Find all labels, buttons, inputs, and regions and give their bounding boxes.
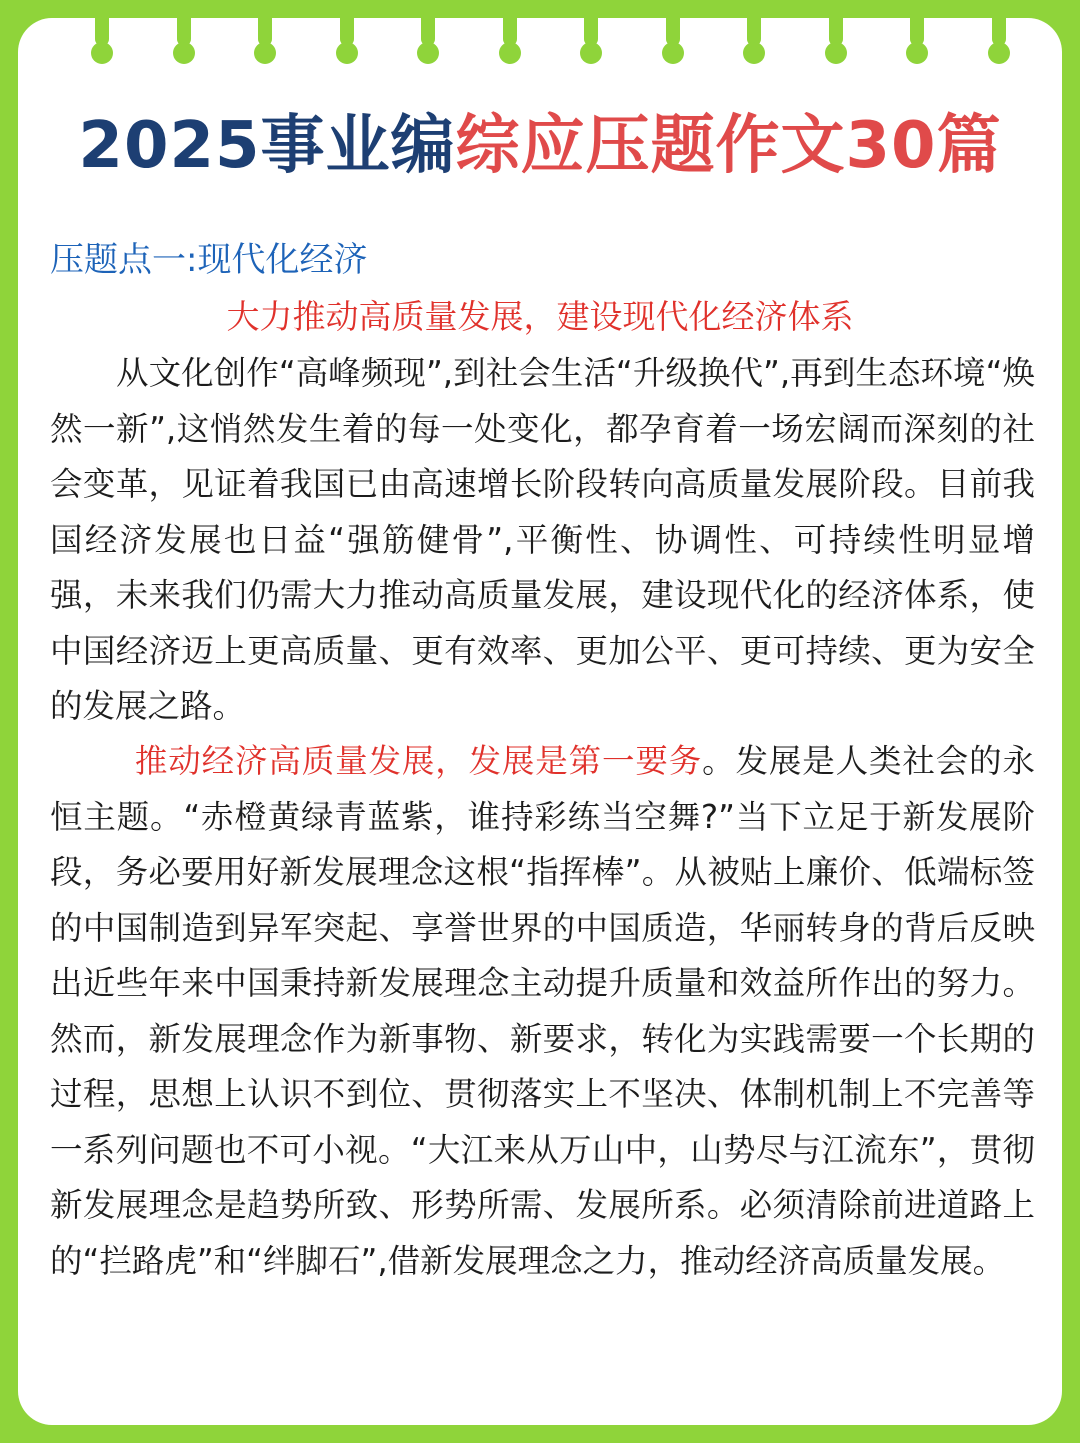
title-part-2: 综应压题作文30篇 bbox=[455, 109, 1002, 183]
binder-ring-hole bbox=[499, 42, 521, 64]
binder-ring-hole bbox=[743, 42, 765, 64]
binder-ring-hole bbox=[825, 42, 847, 64]
subheading: 大力推动高质量发展，建设现代化经济体系 bbox=[226, 297, 854, 336]
paragraph-2-text: 。发展是人类社会的永恒主题。“赤橙黄绿青蓝紫，谁持彩练当空舞?”当下立足于新发展阶段，务必要用好新发展理念这根“指挥棒”。从被贴上廉价、低端标签的中国制造到异军突起、享誉世界的中国质造，华丽转身的背后反映出近些年来中国秉持新发展理念主动提升质量和效益所作出的努力。然而，新发展理念作为新事物、新要求，转化为实践需要一个长期的过程，思想上认识不到位、贯彻落实上不坚决、体制机制上不完善等一系列问题也不可小视。“大江来从万山中，山势尽与江流东”，贯彻新发展理念是趋势所致、形势所需、发展所系。必须清除前进道路上的“拦路虎”和“绊脚石”,借新发展理念之力，推动经济高质量发展。 bbox=[50, 742, 1035, 1280]
binder-ring-hole bbox=[91, 42, 113, 64]
binder-ring-hole bbox=[254, 42, 276, 64]
paragraph-2 bbox=[50, 734, 1035, 1289]
page-title bbox=[0, 106, 1080, 186]
binder-ring-hole bbox=[173, 42, 195, 64]
binder-ring-hole bbox=[580, 42, 602, 64]
binder-ring-hole bbox=[988, 42, 1010, 64]
paragraph-2-highlight: 推动经济高质量发展，发展是第一要务 bbox=[134, 742, 703, 780]
binder-ring-hole bbox=[662, 42, 684, 64]
binder-ring-hole bbox=[906, 42, 928, 64]
title-part-1: 2025事业编 bbox=[78, 109, 456, 183]
section-label: 压题点一:现代化经济 bbox=[50, 240, 368, 280]
paragraph-1-text: 从文化创作“高峰频现”,到社会生活“升级换代”,再到生态环境“焕然一新”,这悄然发生着的每一处变化，都孕育着一场宏阔而深刻的社会变革，见证着我国已由高速增长阶段转向高质量发展阶段。目前我国经济发展也日益“强筋健骨”,平衡性、协调性、可持续性明显增强，未来我们仍需大力推动高质量发展，建设现代化的经济体系，使中国经济迈上更高质量、更有效率、更加公平、更可持续、更为安全的发展之路。 bbox=[50, 354, 1035, 725]
binder-ring-hole bbox=[417, 42, 439, 64]
paragraph-1 bbox=[50, 346, 1035, 735]
binder-ring-hole bbox=[336, 42, 358, 64]
